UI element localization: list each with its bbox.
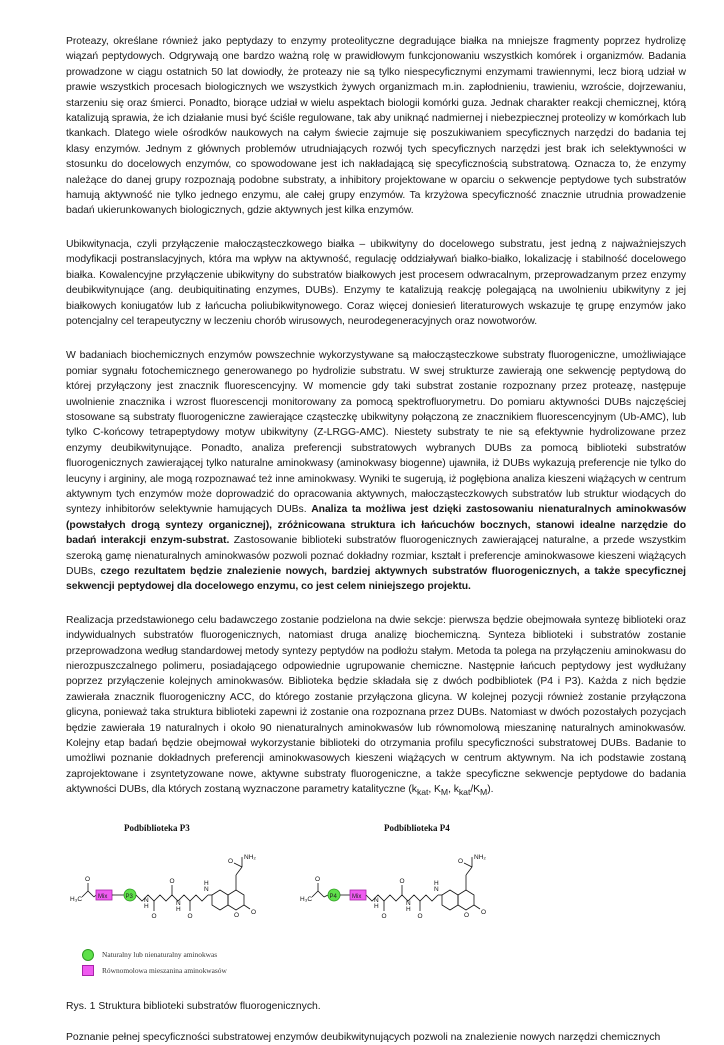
atom-label: N: [176, 899, 181, 907]
atom-label: H: [144, 902, 149, 910]
text-run: W badaniach biochemicznych enzymów powszechnie wykorzystywane są małocząsteczkowe substraty fluorogeniczne, umożliwiające pomiar sygnału fotochemicznego generowanego po hydrolizie substratu. W swej strukturze zawierają one sekwencję peptydową do której przyłączony jest znacznik fluorescencyjny. W momencie gdy taki substrat zostanie rozpoznany przez proteazę, następuje uwolnienie znacznika i wzrost fluorescencji monitorowany za pomocą spektrofluorymetru. Do pomiaru aktywności DUBs najczęściej stosowane są substraty fluorogeniczne zawierające cząsteczkę ubikwityny połączoną ze znacznikiem fluorescencyjnym (Ub-AMC), lub tylko C-końcowy tetrapeptydowy motyw ubikwityny (Z-LRGG-AMC). Niestety substraty te nie są efektywnie hydrolizowane przez enzymy deubikwitynujące. Ponadto, analiza preferencji substratowych wybranych DUBs za pomocą biblioteki substratów fluorogenicznych zawierającej tylko naturalne aminokwasy (aminokwasy biogenne) ujawniła, iż DUBs wykazują preferencje nie tylko do leucyny i argininy, ale mogą rozpoznawać też inne aminokwasy. Wyniki te sugerują, iż pogłębiona analiza kieszeni wiążących w centrum aktywnym tych enzymów może doprowadzić do opracowania aktywnych, małocząsteczkowych substratów lub struktur wiodących do syntezy inhibitorów selektywnie hamujących DUBs.: [66, 350, 686, 516]
p4-label: P4: [329, 893, 337, 900]
kcat-km-symbol: , $k_{kat}/K_M$: [448, 784, 488, 798]
atom-label: O: [169, 877, 175, 885]
atom-label: NH₂: [244, 853, 256, 861]
atom-label: H₃C: [70, 895, 83, 903]
atom-label: H: [434, 879, 439, 887]
atom-label: O: [381, 912, 387, 920]
atom-label: H: [176, 905, 181, 913]
paragraph-proteases: Proteazy, określane również jako peptydazy to enzymy proteolityczne degradujące białka na mniejsze fragmenty poprzez hydrolizę wiązań peptydowych. Odgrywają one bardzo ważną rolę w prawidłowym funkcjonowaniu wszystkich komórek i organizmów. Badania prowadzone w ciągu ostatnich 50 lat dowiodły, że proteazy nie są tylko niespecyficznymi enzymami trawiennymi, lecz biorą udział w prawie wszystkich procesach biologicznych we wszystkich żywych organizmach m.in. zapłodnieniu, trawieniu, wzroście, dojrzewaniu, starzeniu się oraz śmierci. Ponadto, biorące udział w wielu aspektach biologii komórki guza. Jednak charakter reakcji chemicznej, którą katalizują sprawia, że ich działanie musi być ściśle regulowane, tak aby uniknąć nadmiernej i niebezpiecznej proteolizy w komórkach lub tkankach. Dlatego wiele ośrodków naukowych na całym świecie zajmuje się poszukiwaniem specyficznych narzędzi do badania tej klasy enzymów. Jednym z głównych problemów utrudniających rozwój tych specyficznych narzędzi jest brak ich selektywności w stosunku do docelowych enzymów, co spowodowane jest ich nakładającą się specyficznością substratową. Oznacza to, że enzymy należące do danej grupy rozpoznają podobne substraty, a inhibitory projektowane w oparciu o sekwencje peptydowe tych substratów hamują aktywność nie tylko jednego enzymu, ale całej grupy enzymów. Ta krzyżowa specyficzność znacznie utrudnia prowadzenie badań ukierunkowanych biologicznych, gdzie aktywnych jest kilka enzymów.: [66, 36, 686, 217]
atom-label: O: [315, 875, 321, 883]
atom-label: O: [464, 911, 470, 919]
library-structure-diagram: [66, 819, 686, 949]
sublibrary-p3-title: Podbiblioteka P3: [124, 822, 190, 833]
atom-label: O: [151, 912, 157, 920]
paragraph-closing-line: Poznanie pełnej specyficzności substratowej enzymów deubikwitynujących pozwoli na znalezienie nowych narzędzi chemicznych: [66, 1031, 661, 1043]
atom-label: H: [374, 902, 379, 910]
atom-label: NH₂: [474, 853, 486, 861]
green-circle-icon: [82, 949, 94, 961]
bold-text-run: czego rezultatem będzie znalezienie nowych, bardziej aktywnych substratów fluorogenicznych, a także specyficznej sekwencji peptydowej dla docelowego enzymu, co jest celem niniejszego projektu.: [66, 566, 687, 593]
atom-label: H: [204, 879, 209, 887]
paragraph-ubiquitination: Ubikwitynacja, czyli przyłączenie małocząsteczkowego białka – ubikwityny do docelowego substratu, jest jedną z najważniejszych modyfikacji postranslacyjnych, która ma wpływ na aktywność, regulację oddziaływań białko-białko, lokalizację i stabilność docelowego białka. Kowalencyjne przyłączenie ubikwityny do substratów białkowych jest procesem odwracalnym, przeprowadzanym przez enzymy deubikwitynujące (ang. deubiquitinating enzymes, DUBs). Enzymy te katalizują reakcję polegającą na uwolnieniu ubikwityny z jej białkowych koniugatów lub z łańcucha poliubikwitynowego. Coraz więcej doniesień literaturowych wskazuje tę grupę enzymów jako potencjalny cel terapeutyczny w leczeniu chorób wirusowych, neurodegeneracyjnych oraz nowotworów.: [66, 238, 686, 327]
library-structure-figure: [66, 819, 686, 985]
figure-legend: [82, 947, 227, 979]
atom-label: O: [251, 908, 257, 916]
magenta-box-icon: [82, 965, 94, 976]
paragraph-fluorogenic-substrates: [66, 348, 686, 595]
atom-label: O: [234, 911, 240, 919]
mix-label: Mix: [98, 893, 108, 900]
atom-label: O: [481, 908, 487, 916]
legend-mix-row: [82, 963, 227, 979]
km-symbol: , $K_M$: [428, 784, 449, 798]
legend-mix-label: Równomolowa mieszanina aminokwasów: [102, 966, 227, 976]
atom-label: O: [399, 877, 405, 885]
atom-label: O: [85, 875, 91, 883]
sublibrary-p3-structure: [70, 823, 256, 920]
atom-label: O: [187, 912, 193, 920]
text-run: Zastosowanie biblioteki substratów fluorogenicznych zawierającej naturalne, a przede wszystkim szeroką gamę nienaturalnych aminokwasów pozwoli poznać dokładny rozmiar, kształt i preferencje aminokwasowe kieszeni wiążących DUBs,: [66, 535, 686, 577]
paragraph-research-plan: Realizacja przedstawionego celu badawczego zostanie podzielona na dwie sekcje: pierwsza będzie obejmowała syntezę biblioteki oraz indywidualnych substratów fluorogenicznych, natomiast druga analizę biochemiczną. Synteza biblioteki i substratów zostanie przeprowadzona według standardowej metody syntezy peptydów na podłożu stałym. Metoda ta polega na przyłączeniu aminokwasu do nierozpuszczalnego polimeru, posiadającego odpowiednie ugrupowanie chemiczne. Następnie łańcuch peptydowy jest wydłużany poprzez przyłączenie kolejnych aminokwasów. Biblioteka będzie składała się z dwóch podbibliotek (P4 i P3). Każda z nich będzie zawierała znacznik fluorogeniczny ACC, do którego zostanie przyłączona glicyna. W kolejnej pozycji również zostanie przyłączona glicyna, ponieważ taka struktura biblioteki zapewni iż zostanie ona rozpoznana przez DUBs. Natomiast w dwóch pozostałych pozycjach będzie zawierała 19 naturalnych i około 90 nienaturalnych aminokwasów lub równomolową mieszaninę naturalnych aminokwasów. Kolejny etap badań będzie obejmował wykorzystanie biblioteki do otrzymania profilu specyficzności substratowej DUBs. Badanie to umożliwi poznanie dokładnych preferencji aminokwasowych kieszeni wiążących w centrum aktywnym. Na ich podstawie zostaną zaprojektowane i zsyntetyzowane nowe, aktywne substraty fluorogeniczne, a także specyficzne sekwencje peptydowe do badania aktywności DUBs, dla których zostaną wyznaczone parametry katalityczne ($k_{kat}$, $K_M$, $k_{kat}/K_M$).: [66, 614, 686, 798]
atom-label: N: [374, 896, 379, 904]
legend-natural-label: Naturalny lub nienaturalny aminokwas: [102, 950, 218, 960]
mix-label: Mix: [352, 893, 362, 900]
atom-label: O: [417, 912, 423, 920]
figure-caption: Rys. 1 Struktura biblioteki substratów fluorogenicznych.: [66, 1000, 321, 1012]
sublibrary-p4-structure: [300, 823, 486, 920]
atom-label: N: [406, 899, 411, 907]
kcat-symbol: $k_{kat}$: [411, 784, 429, 798]
document-page: [66, 34, 686, 1045]
atom-label: N: [204, 885, 209, 893]
text-run: Realizacja przedstawionego celu badawczego zostanie podzielona na dwie sekcje: pierwsza będzie obejmowała syntezę biblioteki oraz indywidualnych substratów fluorogenicznych, natomiast druga analizę biochemiczną. Synteza biblioteki i substratów zostanie przeprowadzona według standardowej metody syntezy peptydów na podłożu stałym. Metoda ta polega na przyłączeniu aminokwasu do nierozpuszczalnego polimeru, posiadającego odpowiednie ugrupowanie chemiczne. Następnie łańcuch peptydowy jest wydłużany poprzez przyłączenie kolejnych aminokwasów. Biblioteka będzie składała się z dwóch podbibliotek (P4 i P3). Każda z nich będzie zawierała znacznik fluorogeniczny ACC, do którego zostanie przyłączona glicyna. W kolejnej pozycji również zostanie przyłączona glicyna, ponieważ taka struktura biblioteki zapewni iż zostanie ona rozpoznana przez DUBs. Natomiast w dwóch pozostałych pozycjach będzie zawierała 19 naturalnych i około 90 nienaturalnych aminokwasów lub równomolową mieszaninę naturalnych aminokwasów. Kolejny etap badań będzie obejmował wykorzystanie biblioteki do otrzymania profilu specyficzności substratowej DUBs. Badanie to umożliwi poznanie dokładnych preferencji aminokwasowych kieszeni wiążących w centrum aktywnym. Na ich podstawie zostaną zaprojektowane i zsyntetyzowane nowe, aktywne substraty fluorogeniczne, a także specyficzne sekwencje peptydowe do badania aktywności DUBs, dla których zostaną wyznaczone parametry katalityczne (: [66, 614, 686, 796]
atom-label: N: [144, 896, 149, 904]
atom-label: H₃C: [300, 895, 313, 903]
sublibrary-p4-title: Podbiblioteka P4: [384, 822, 450, 833]
atom-label: O: [228, 857, 234, 865]
atom-label: N: [434, 885, 439, 893]
legend-natural-row: [82, 947, 227, 963]
p3-label: P3: [125, 893, 133, 900]
bold-text-run: Analiza ta możliwa jest dzięki zastosowaniu nienaturalnych aminokwasów (powstałych drogą syntezy organicznej), zróżnicowana struktura ich łańcuchów bocznych, stanowi idealne narzędzie do badań interakcji enzym-substrat.: [66, 504, 686, 547]
atom-label: H: [406, 905, 411, 913]
atom-label: O: [458, 857, 464, 865]
